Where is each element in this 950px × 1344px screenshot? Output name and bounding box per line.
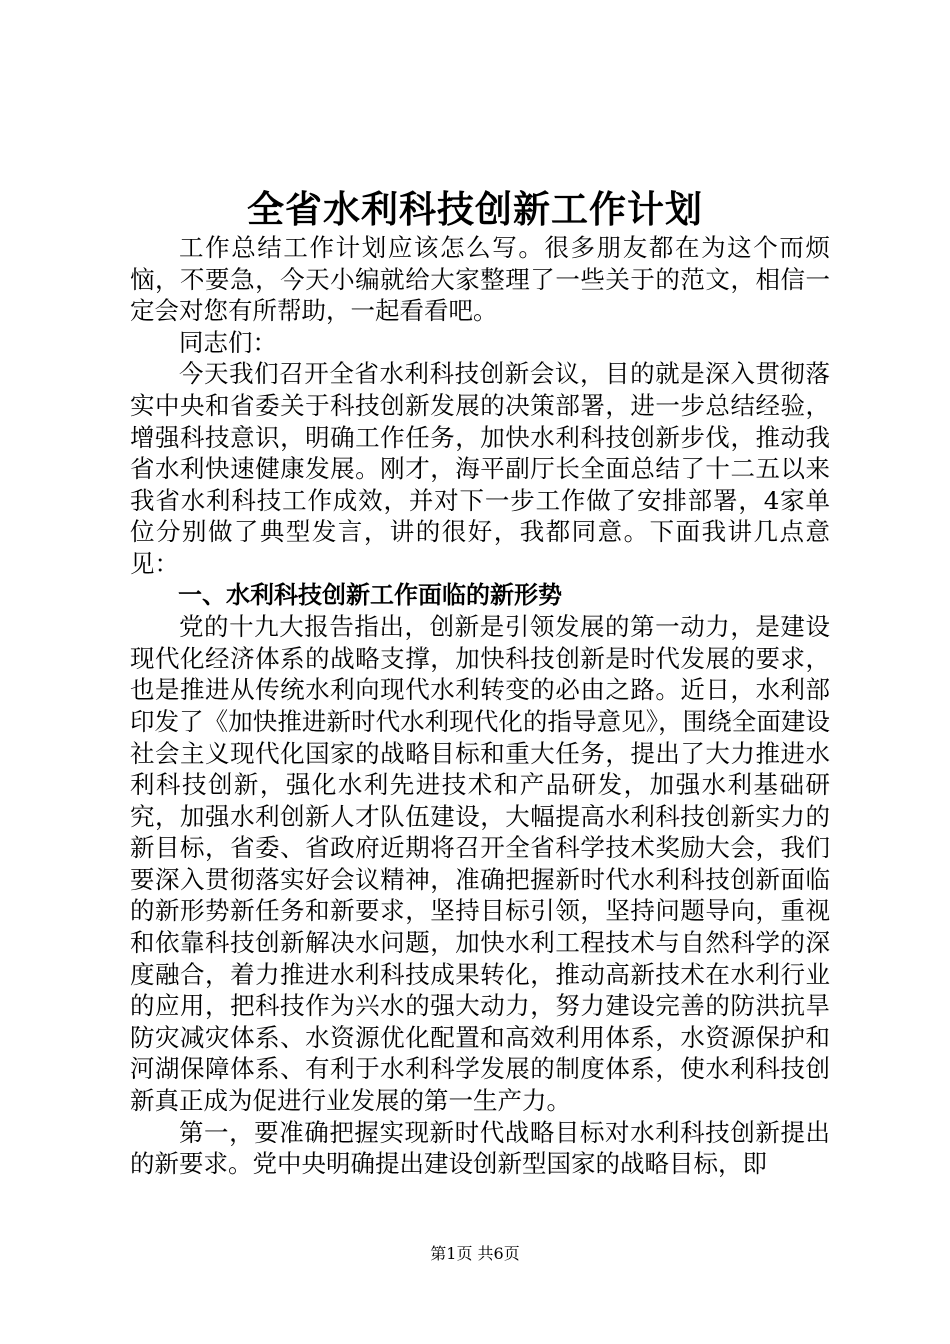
body-paragraph: 第一，要准确把握实现新时代战略目标对水利科技创新提出的新要求。党中央明确提出建设创新型国家的战略目标，即 [130, 1117, 830, 1179]
page-footer: 第1页 共6页 [430, 1244, 520, 1263]
section-heading: 一、水利科技创新工作面临的新形势 [178, 580, 562, 609]
opening-paragraph: 今天我们召开全省水利科技创新会议，目的就是深入贯彻落实中央和省委关于科技创新发展的决策部署，进一步总结经验，增强科技意识，明确工作任务，加快水利科技创新步伐，推动我省水利快速健康发展。刚才，海平副厅长全面总结了十二五以来我省水利科技工作成效，并对下一步工作做了安排部署，4家单位分别做了典型发言，讲的很好，我都同意。下面我讲几点意见： [130, 359, 830, 578]
document-title: 全省水利科技创新工作计划 [247, 188, 703, 231]
salutation: 同志们： [179, 327, 277, 357]
intro-paragraph: 工作总结工作计划应该怎么写。很多朋友都在为这个而烦恼，不要急，今天小编就给大家整理了一些关于的范文，相信一定会对您有所帮助，一起看看吧。 [130, 233, 830, 326]
document-body [130, 232, 830, 1180]
body-paragraph: 党的十九大报告指出，创新是引领发展的第一动力，是建设现代化经济体系的战略支撑，加快科技创新是时代发展的要求，也是推进从传统水利向现代水利转变的必由之路。近日，水利部印发了《加快推进新时代水利现代化的指导意见》，围绕全面建设社会主义现代化国家的战略目标和重大任务，提出了大力推进水利科技创新，强化水利先进技术和产品研发，加强水利基础研究，加强水利创新人才队伍建设，大幅提高水利科技创新实力的新目标，省委、省政府近期将召开全省科学技术奖励大会，我们要深入贯彻落实好会议精神，准确把握新时代水利科技创新面临的新形势新任务和新要求，坚持目标引领，坚持问题导向，重视和依靠科技创新解决水问题，加快水利工程技术与自然科学的深度融合，着力推进水利科技成果转化，推动高新技术在水利行业的应用，把科技作为兴水的强大动力，努力建设完善的防洪抗旱防灾减灾体系、水资源优化配置和高效利用体系，水资源保护和河湖保障体系、有利于水利科学发展的制度体系，使水利科技创新真正成为促进行业发展的第一生产力。 [130, 612, 830, 1116]
